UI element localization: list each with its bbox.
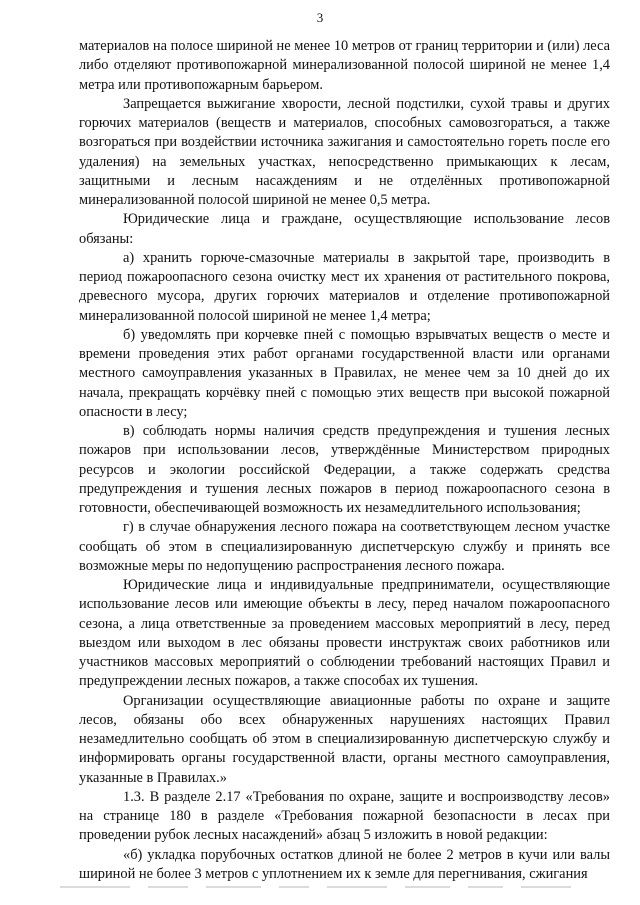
paragraph: Юридические лица и граждане, осуществляющие использование лесов обязаны:	[79, 211, 610, 247]
paragraph: Организации осуществляющие авиационные работы по охране и защите лесов, обязаны обо всех обнаруженных нарушениях настоящих Правил незамедлительно сообщать об этом в специализированную диспетчерскую службу и информировать органы государственной власти, органы местного самоуправления, указанные в Правилах.»	[79, 692, 610, 786]
paragraph: г) в случае обнаружения лесного пожара на соответствующем лесном участке сообщать об этом в специализированную диспетчерскую службу и принять все возможные меры по недопущению распространения лесного пожара.	[79, 519, 610, 574]
paragraph: материалов на полосе шириной не менее 10 метров от границ территории и (или) леса либо отделяют противопожарной минерализованной полосой шириной не менее 1,4 метра или противопожарным барьером.	[79, 38, 610, 93]
paragraph: Запрещается выжигание хворости, лесной подстилки, сухой травы и других горючих материалов (веществ и материалов, способных самовозгораться, а также возгораться при воздействии источника зажигания и самостоятельно гореть после его удаления) на земельных участках, непосредственно примыкающих к лесам, защитными и лесным насаждениям и не отделённых противопожарной минерализованной полосой шириной не менее 0,5 метра.	[79, 95, 610, 208]
paragraph: «б) укладка порубочных остатков длиной не более 2 метров в кучи или валы шириной не более 3 метров с уплотнением их к земле для перегнивания, сжигания	[79, 846, 610, 882]
paragraph: Юридические лица и индивидуальные предприниматели, осуществляющие использование лесов или имеющие объекты в лесу, перед началом пожароопасного сезона, а лица ответственные за проведением массовых мероприятий в лесу, перед выездом или выходом в лес обязаны провести инструктаж своих работников или участников массовых мероприятий о соблюдении требований настоящих Правил и предупреждении лесных пожаров, а также способах их тушения.	[79, 577, 610, 690]
paragraph: 1.3. В разделе 2.17 «Требования по охране, защите и воспроизводству лесов» на странице 180 в разделе «Требования пожарной безопасности в лесах при проведении рубок лесных насаждений» абзац 5 изложить в новой редакции:	[79, 788, 610, 844]
paragraph: б) уведомлять при корчевке пней с помощью взрывчатых веществ о месте и времени проведения этих работ органами государственной власти или органами местного самоуправления указанных в Правилах, не менее чем за 10 дней до их начала, прекращать корчёвку пней с помощью этих веществ при высокой пожарной опасности в лесу;	[79, 326, 610, 420]
paragraph: в) соблюдать нормы наличия средств предупреждения и тушения лесных пожаров при использовании лесов, утверждённые Министерством природных ресурсов и экологии российской Федерации, а также содержать средства предупреждения и тушения лесных пожаров в период пожароопасного сезона в готовности, обеспечивающей возможность их незамедлительного использования;	[79, 423, 610, 516]
scan-artifact	[60, 884, 600, 890]
paragraph: а) хранить горюче-смазочные материалы в закрытой таре, производить в период пожароопасного сезона очистку мест их хранения от растительного покрова, древесного мусора, других горючих материалов и отделение противопожарной минерализованной полосой шириной не менее 1,4 метра;	[79, 249, 610, 324]
document-body	[79, 37, 610, 884]
page-number: 3	[316, 10, 324, 25]
